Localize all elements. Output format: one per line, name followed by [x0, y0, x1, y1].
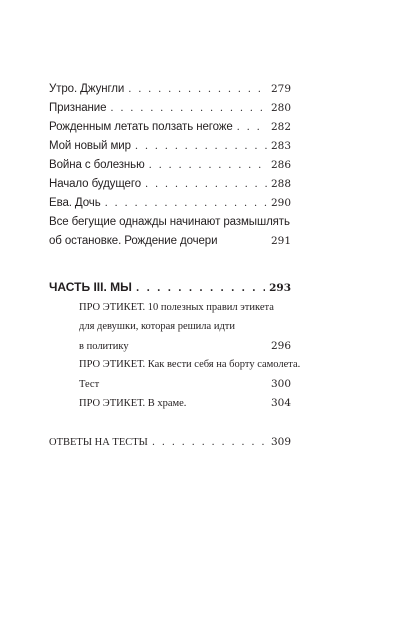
toc-entry-page: 288 [270, 178, 291, 190]
part-heading [49, 280, 291, 294]
toc-subentry [79, 378, 291, 390]
part-title: ЧАСТЬ III. МЫ [49, 280, 132, 294]
toc-entry-title: Рожденным летать ползать негоже [49, 121, 233, 133]
toc-entry [49, 159, 291, 171]
leader-dots [135, 141, 267, 152]
toc-entry-title: Признание [49, 102, 107, 114]
toc-entry-title: Мой новый мир [49, 140, 131, 152]
toc-entry [49, 436, 291, 448]
leader-dots [105, 198, 267, 209]
toc-entry-title-line: об остановке. Рождение дочери [49, 235, 218, 247]
toc-entry-page: 282 [270, 121, 291, 133]
toc-subentry-line: для девушки, которая решила идти [79, 321, 235, 332]
toc-entry [49, 235, 291, 247]
leader-dots [128, 84, 267, 95]
toc-entry-title: Начало будущего [49, 178, 141, 190]
toc-entry-page: 279 [270, 83, 291, 95]
toc-subentry-line: Тест [79, 379, 100, 390]
toc-entry [49, 140, 291, 152]
toc-entry [49, 121, 291, 133]
leader-dots [149, 160, 267, 171]
toc-entry [49, 197, 291, 209]
toc-entry-page: 286 [270, 159, 291, 171]
toc-entry [49, 83, 291, 95]
toc-entry [49, 102, 291, 114]
toc-entry-title: Утро. Джунгли [49, 83, 125, 95]
toc-entry-page: 291 [270, 235, 291, 247]
leader-dots [145, 179, 267, 190]
leader-dots [237, 122, 267, 133]
toc-entry-page: 283 [270, 140, 291, 152]
toc-entry-title-line: Все бегущие однажды начинают размышлять [49, 216, 290, 228]
toc-entry-title: Война с болезнью [49, 159, 145, 171]
leader-dots [136, 283, 265, 294]
toc-subentry-page: 296 [270, 340, 291, 352]
toc-subentry [79, 397, 291, 409]
toc-subentry-line: ПРО ЭТИКЕТ. В храме. [79, 398, 187, 409]
toc-subentry-page: 304 [270, 397, 291, 409]
toc-entry-page: 309 [270, 436, 291, 448]
leader-dots [110, 103, 267, 114]
part-page: 293 [269, 282, 291, 294]
toc-subentry-line: в политику [79, 341, 129, 352]
leader-dots [152, 437, 267, 448]
toc-subentry [79, 340, 291, 352]
toc-entry-page: 280 [270, 102, 291, 114]
toc-entry [49, 178, 291, 190]
toc-subentry-page: 300 [270, 378, 291, 390]
toc-subentry-line: ПРО ЭТИКЕТ. 10 полезных правил этикета [79, 302, 274, 313]
toc-entry-title: ОТВЕТЫ НА ТЕСТЫ [49, 437, 148, 448]
toc-entry-page: 290 [270, 197, 291, 209]
toc-entry-title: Ева. Дочь [49, 197, 101, 209]
toc-subentry-line: ПРО ЭТИКЕТ. Как вести себя на борту самолета. [79, 359, 301, 370]
